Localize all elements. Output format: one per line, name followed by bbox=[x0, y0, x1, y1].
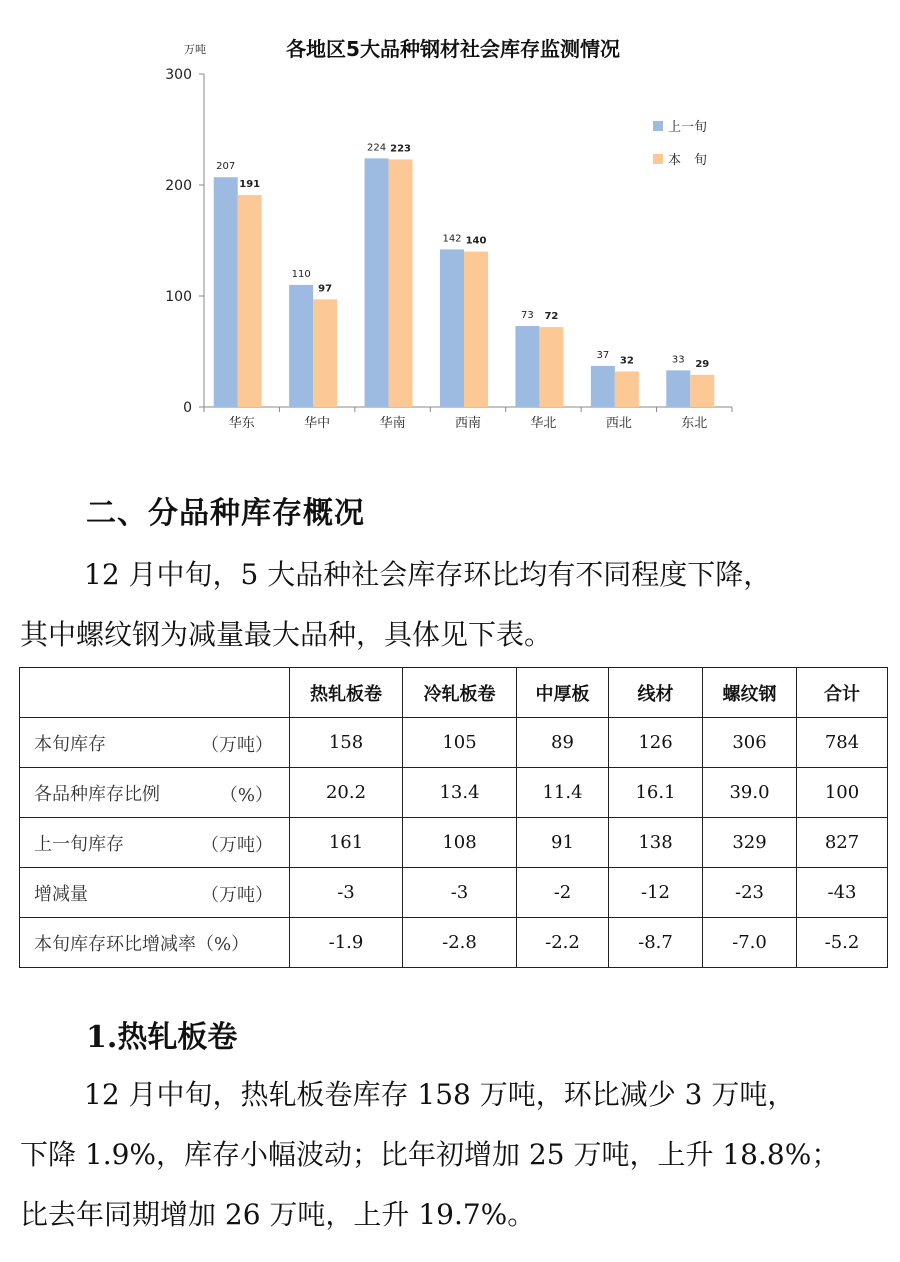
table-cell: 89 bbox=[517, 718, 609, 768]
intro-line-1: 12 月中旬，5 大品种社会库存环比均有不同程度下降， bbox=[84, 558, 772, 591]
data-label: 73 bbox=[521, 309, 534, 321]
inventory-table bbox=[19, 667, 888, 968]
table-cell: 138 bbox=[609, 818, 703, 868]
table-cell: -3 bbox=[290, 868, 403, 918]
bar-current bbox=[313, 299, 337, 407]
table-cell: -1.9 bbox=[290, 918, 403, 968]
table-row bbox=[20, 818, 888, 868]
table-cell: 13.4 bbox=[403, 768, 517, 818]
row-unit: （万吨） bbox=[201, 735, 273, 756]
data-label: 110 bbox=[291, 268, 311, 280]
row-label: 本旬库存环比增减率（%） bbox=[34, 933, 250, 955]
bar-current bbox=[464, 252, 488, 407]
hot-rolled-line-3: 比去年同期增加 26 万吨，上升 19.7%。 bbox=[20, 1198, 536, 1231]
data-label: 223 bbox=[390, 143, 412, 155]
row-label-cell bbox=[20, 918, 290, 968]
table-row bbox=[20, 918, 888, 968]
table-cell: 306 bbox=[703, 718, 797, 768]
table-header-cell: 冷轧板卷 bbox=[403, 668, 517, 718]
subsection-title: 1.热轧板卷 bbox=[86, 1020, 238, 1055]
x-tick-label: 华中 bbox=[304, 416, 331, 431]
bar-current bbox=[238, 195, 262, 407]
row-label-cell bbox=[20, 818, 290, 868]
table-row bbox=[20, 718, 888, 768]
table-cell: 20.2 bbox=[290, 768, 403, 818]
table-cell: 329 bbox=[703, 818, 797, 868]
data-label: 72 bbox=[544, 311, 559, 323]
table-cell: 105 bbox=[403, 718, 517, 768]
table-cell: -12 bbox=[609, 868, 703, 918]
row-label-cell bbox=[20, 768, 290, 818]
legend-label: 本 旬 bbox=[668, 153, 708, 168]
y-tick-label: 0 bbox=[183, 400, 192, 416]
table-cell: 11.4 bbox=[517, 768, 609, 818]
data-label: 140 bbox=[465, 235, 487, 247]
y-tick-label: 300 bbox=[165, 67, 192, 83]
row-unit: （万吨） bbox=[201, 885, 273, 906]
table-cell: 16.1 bbox=[609, 768, 703, 818]
legend-swatch bbox=[653, 154, 663, 164]
table-row bbox=[20, 868, 888, 918]
data-label: 191 bbox=[239, 178, 261, 190]
bar-current bbox=[690, 375, 714, 407]
bar-previous bbox=[515, 326, 539, 407]
x-tick-label: 华东 bbox=[228, 416, 255, 431]
bar-previous bbox=[289, 285, 313, 407]
x-tick-label: 东北 bbox=[681, 416, 708, 431]
table-cell: 827 bbox=[797, 818, 888, 868]
intro-paragraph bbox=[20, 545, 880, 665]
row-label: 上一旬库存 bbox=[34, 833, 124, 855]
row-label-cell bbox=[20, 868, 290, 918]
x-tick-label: 华南 bbox=[379, 416, 406, 431]
hot-rolled-line-2: 下降 1.9%，库存小幅波动；比年初增加 25 万吨，上升 18.8%； bbox=[20, 1138, 840, 1171]
chart-title: 各地区5大品种钢材社会库存监测情况 bbox=[286, 37, 620, 61]
data-label: 224 bbox=[367, 142, 387, 154]
table-header-cell: 热轧板卷 bbox=[290, 668, 403, 718]
data-label: 37 bbox=[596, 349, 610, 361]
chart-y-unit-label: 万吨 bbox=[184, 43, 206, 56]
inventory-bar-chart bbox=[0, 0, 900, 470]
data-label: 33 bbox=[671, 354, 685, 366]
x-tick-label: 华北 bbox=[530, 416, 557, 431]
table-header-cell: 线材 bbox=[609, 668, 703, 718]
table-cell: 108 bbox=[403, 818, 517, 868]
data-label: 142 bbox=[442, 233, 462, 245]
table-cell: -8.7 bbox=[609, 918, 703, 968]
data-label: 207 bbox=[216, 161, 236, 173]
table-cell: -3 bbox=[403, 868, 517, 918]
section-title: 二、分品种库存概况 bbox=[86, 496, 365, 531]
row-label: 增减量 bbox=[34, 883, 88, 905]
table-cell: -2 bbox=[517, 868, 609, 918]
data-label: 32 bbox=[619, 355, 634, 367]
chart-bars bbox=[214, 142, 715, 407]
bar-previous bbox=[214, 177, 238, 407]
row-label: 各品种库存比例 bbox=[34, 783, 160, 805]
bar-previous bbox=[591, 366, 615, 407]
hot-rolled-paragraph bbox=[20, 1065, 880, 1245]
table-header-cell: 合计 bbox=[797, 668, 888, 718]
table-cell: 158 bbox=[290, 718, 403, 768]
row-label-cell bbox=[20, 718, 290, 768]
bar-current bbox=[539, 327, 563, 407]
y-tick-label: 100 bbox=[165, 289, 192, 305]
table-cell: -2.2 bbox=[517, 918, 609, 968]
table-cell: -23 bbox=[703, 868, 797, 918]
table-row bbox=[20, 768, 888, 818]
table-cell: 126 bbox=[609, 718, 703, 768]
x-tick-label: 西南 bbox=[454, 416, 482, 431]
legend-label: 上一旬 bbox=[668, 120, 708, 135]
legend-swatch bbox=[653, 121, 663, 131]
table-cell: -2.8 bbox=[403, 918, 517, 968]
row-unit: （%） bbox=[219, 785, 273, 806]
table-header-cell: 螺纹钢 bbox=[703, 668, 797, 718]
bar-previous bbox=[666, 370, 690, 407]
bar-current bbox=[389, 159, 413, 407]
row-label: 本旬库存 bbox=[34, 733, 106, 755]
table-cell: 91 bbox=[517, 818, 609, 868]
intro-line-2: 其中螺纹钢为减量最大品种，具体见下表。 bbox=[20, 618, 553, 651]
data-label: 29 bbox=[695, 358, 710, 370]
data-label: 97 bbox=[318, 283, 333, 295]
table-cell: 161 bbox=[290, 818, 403, 868]
table-header-row bbox=[20, 668, 888, 718]
hot-rolled-line-1: 12 月中旬，热轧板卷库存 158 万吨，环比减少 3 万吨， bbox=[84, 1078, 796, 1111]
table-header-cell: 中厚板 bbox=[517, 668, 609, 718]
table-header-blank bbox=[20, 668, 290, 718]
table-cell: 100 bbox=[797, 768, 888, 818]
row-unit: （万吨） bbox=[201, 835, 273, 856]
table-cell: 784 bbox=[797, 718, 888, 768]
table-cell: -5.2 bbox=[797, 918, 888, 968]
y-tick-label: 200 bbox=[165, 178, 192, 194]
table-cell: -7.0 bbox=[703, 918, 797, 968]
table-cell: -43 bbox=[797, 868, 888, 918]
table-cell: 39.0 bbox=[703, 768, 797, 818]
bar-previous bbox=[365, 158, 389, 407]
bar-current bbox=[615, 371, 639, 407]
bar-previous bbox=[440, 249, 464, 407]
chart-legend bbox=[653, 120, 707, 168]
x-tick-label: 西北 bbox=[605, 416, 632, 431]
